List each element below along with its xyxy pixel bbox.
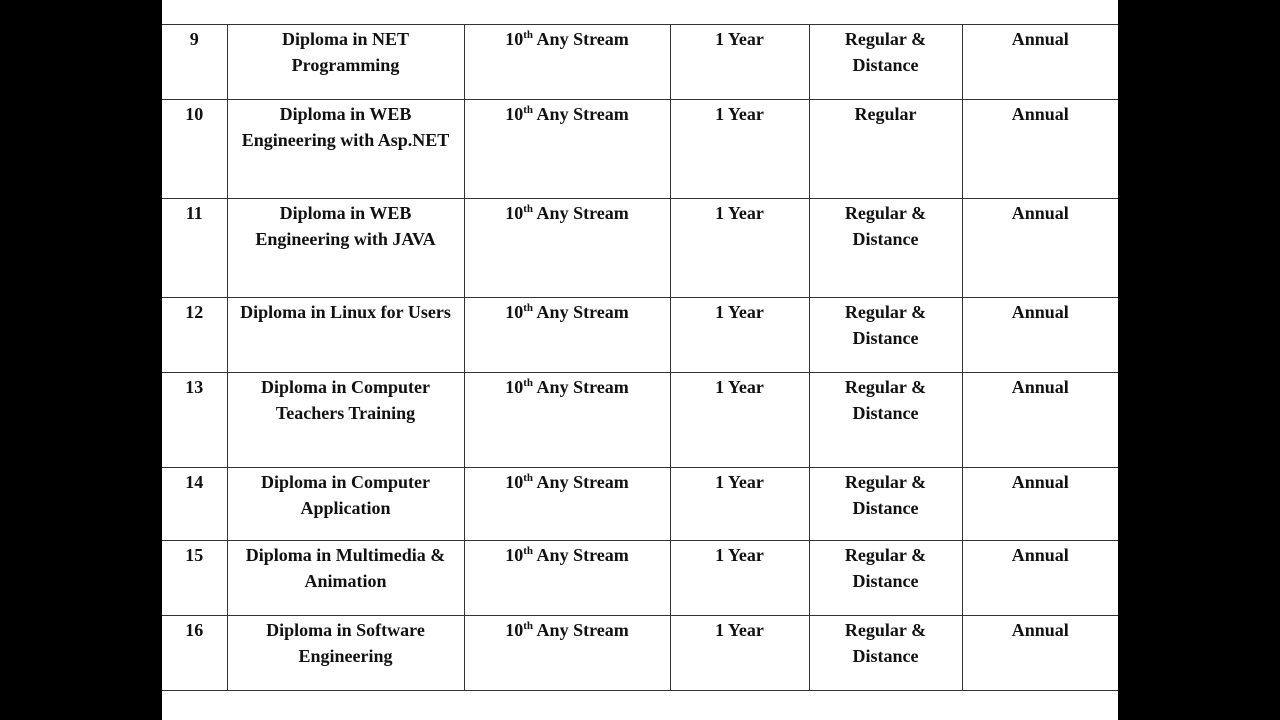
course-name-cell: Diploma in WEB Engineering with Asp.NET xyxy=(227,100,464,199)
course-table xyxy=(162,24,1118,691)
mode-cell: Regular xyxy=(809,100,962,199)
exam-cell: Annual xyxy=(962,298,1118,373)
eligibility-cell xyxy=(464,468,670,541)
exam-cell: Annual xyxy=(962,100,1118,199)
eligibility-text: Any Stream xyxy=(533,203,629,223)
course-name-cell: Diploma in WEB Engineering with JAVA xyxy=(227,199,464,298)
duration-cell: 1 Year xyxy=(670,468,809,541)
duration-cell: 1 Year xyxy=(670,25,809,100)
eligibility-base: 10 xyxy=(505,104,524,124)
course-table-body xyxy=(162,25,1118,691)
table-row xyxy=(162,616,1118,691)
eligibility-cell xyxy=(464,199,670,298)
mode-cell: Regular & Distance xyxy=(809,298,962,373)
serial-number-cell: 9 xyxy=(162,25,227,100)
eligibility-superscript: th xyxy=(523,620,534,632)
eligibility-base: 10 xyxy=(505,302,524,322)
eligibility-cell xyxy=(464,100,670,199)
duration-cell: 1 Year xyxy=(670,199,809,298)
eligibility-cell xyxy=(464,373,670,468)
serial-number-cell: 12 xyxy=(162,298,227,373)
exam-cell: Annual xyxy=(962,541,1118,616)
table-row xyxy=(162,541,1118,616)
eligibility-cell xyxy=(464,616,670,691)
table-row xyxy=(162,298,1118,373)
eligibility-base: 10 xyxy=(505,29,524,49)
eligibility-superscript: th xyxy=(523,203,534,215)
duration-cell: 1 Year xyxy=(670,373,809,468)
mode-cell: Regular & Distance xyxy=(809,468,962,541)
duration-cell: 1 Year xyxy=(670,100,809,199)
eligibility-text: Any Stream xyxy=(533,472,629,492)
mode-cell: Regular & Distance xyxy=(809,373,962,468)
duration-cell: 1 Year xyxy=(670,541,809,616)
eligibility-text: Any Stream xyxy=(533,104,629,124)
table-row xyxy=(162,25,1118,100)
serial-number-cell: 16 xyxy=(162,616,227,691)
table-row xyxy=(162,468,1118,541)
eligibility-base: 10 xyxy=(505,377,524,397)
mode-cell: Regular & Distance xyxy=(809,616,962,691)
exam-cell: Annual xyxy=(962,25,1118,100)
eligibility-text: Any Stream xyxy=(533,545,629,565)
eligibility-superscript: th xyxy=(523,472,534,484)
course-name-cell: Diploma in NET Programming xyxy=(227,25,464,100)
eligibility-superscript: th xyxy=(523,104,534,116)
table-row xyxy=(162,199,1118,298)
eligibility-cell xyxy=(464,541,670,616)
table-row xyxy=(162,100,1118,199)
serial-number-cell: 14 xyxy=(162,468,227,541)
table-row xyxy=(162,373,1118,468)
eligibility-superscript: th xyxy=(523,302,534,314)
mode-cell: Regular & Distance xyxy=(809,541,962,616)
serial-number-cell: 13 xyxy=(162,373,227,468)
document-page xyxy=(162,0,1118,720)
eligibility-superscript: th xyxy=(523,29,534,41)
duration-cell: 1 Year xyxy=(670,616,809,691)
eligibility-text: Any Stream xyxy=(533,377,629,397)
course-name-cell: Diploma in Computer Teachers Training xyxy=(227,373,464,468)
eligibility-cell xyxy=(464,25,670,100)
eligibility-text: Any Stream xyxy=(533,302,629,322)
exam-cell: Annual xyxy=(962,373,1118,468)
course-name-cell: Diploma in Linux for Users xyxy=(227,298,464,373)
course-name-cell: Diploma in Computer Application xyxy=(227,468,464,541)
mode-cell: Regular & Distance xyxy=(809,199,962,298)
duration-cell: 1 Year xyxy=(670,298,809,373)
eligibility-base: 10 xyxy=(505,545,524,565)
exam-cell: Annual xyxy=(962,616,1118,691)
eligibility-superscript: th xyxy=(523,377,534,389)
serial-number-cell: 15 xyxy=(162,541,227,616)
course-name-cell: Diploma in Multimedia & Animation xyxy=(227,541,464,616)
serial-number-cell: 10 xyxy=(162,100,227,199)
course-name-cell: Diploma in Software Engineering xyxy=(227,616,464,691)
mode-cell: Regular & Distance xyxy=(809,25,962,100)
serial-number-cell: 11 xyxy=(162,199,227,298)
eligibility-cell xyxy=(464,298,670,373)
exam-cell: Annual xyxy=(962,468,1118,541)
eligibility-base: 10 xyxy=(505,620,524,640)
eligibility-text: Any Stream xyxy=(533,29,629,49)
eligibility-base: 10 xyxy=(505,472,524,492)
eligibility-text: Any Stream xyxy=(533,620,629,640)
eligibility-base: 10 xyxy=(505,203,524,223)
eligibility-superscript: th xyxy=(523,545,534,557)
exam-cell: Annual xyxy=(962,199,1118,298)
